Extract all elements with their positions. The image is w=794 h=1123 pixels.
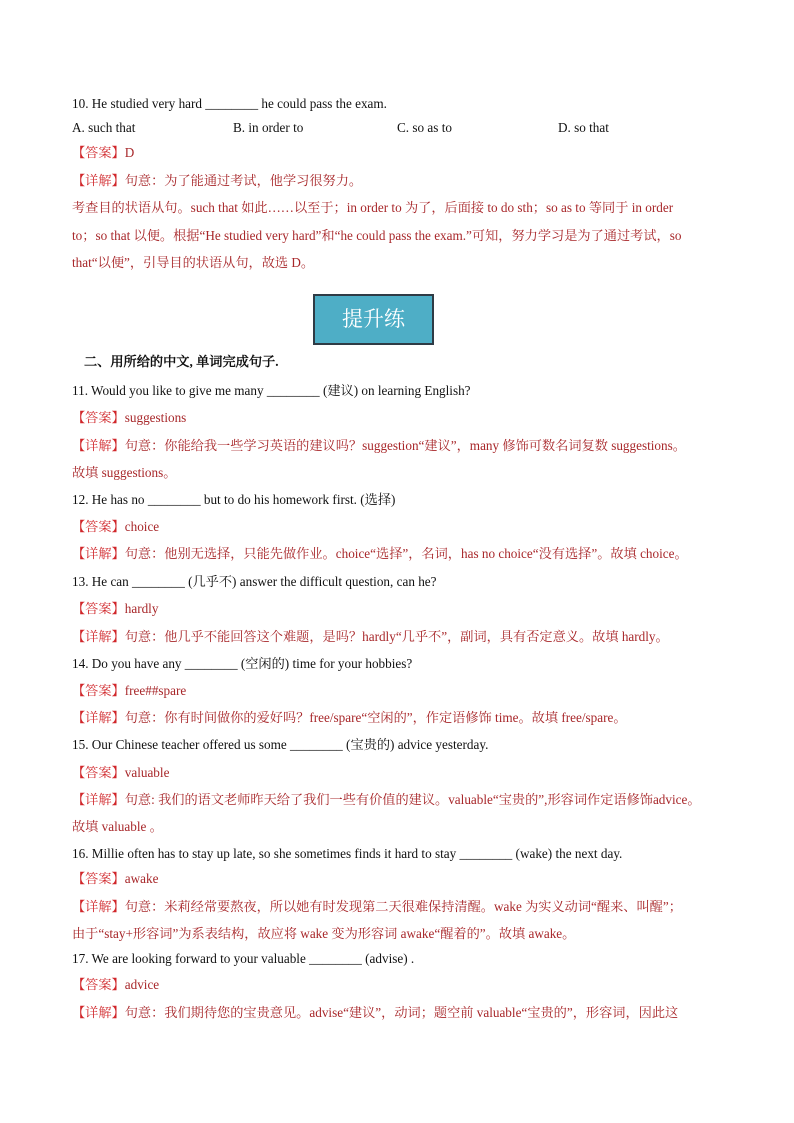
question-answer <box>72 408 732 427</box>
answer-label: 【答案】 <box>72 145 125 160</box>
answer-label: 【答案】 <box>72 871 125 886</box>
question-stem: 12. He has no ________ but to do his homework first. (选择) <box>72 492 396 507</box>
question-detail: 【详解】句意：他几乎不能回答这个难题，是吗？hardly“几乎不”，副词，具有否定意义。故填 hardly。 <box>72 629 669 644</box>
question-answer <box>72 975 732 994</box>
question-10-detail-line-3: to；so that 以便。根据“He studied very hard”和“he could pass the exam.”可知，努力学习是为了通过考试，so <box>72 228 682 243</box>
answer-value: advice <box>124 977 160 992</box>
detail-label: 【详解】 <box>72 438 125 453</box>
question-stem: 15. Our Chinese teacher offered us some ________ (宝贵的) advice yesterday. <box>72 737 489 752</box>
question-detail: 【详解】句意：你有时间做你的爱好吗？free/spare“空闲的”，作定语修饰 time。故填 free/spare。 <box>72 710 627 725</box>
detail-label: 【详解】 <box>72 1005 125 1020</box>
question-10-detail-line-2: 考查目的状语从句。such that 如此……以至于；in order to 为了，后面接 to do sth；so as to 等同于 in order <box>72 200 674 215</box>
question-answer <box>72 681 732 700</box>
answer-label: 【答案】 <box>72 601 125 616</box>
answer-label: 【答案】 <box>72 683 125 698</box>
option-c: C. so as to <box>397 120 452 135</box>
question-stem: 14. Do you have any ________ (空闲的) time for your hobbies? <box>72 656 413 671</box>
question-10-stem: 10. He studied very hard ________ he could pass the exam. <box>72 96 387 111</box>
question-10-detail: 【详解】句意：为了能通过考试，他学习很努力。 <box>72 173 363 188</box>
detail-label: 【详解】 <box>72 899 125 914</box>
question-detail-continued: 故填 valuable 。 <box>72 819 163 834</box>
answer-label: 【答案】 <box>72 410 125 425</box>
detail-label: 【详解】 <box>72 710 125 725</box>
detail-label: 【详解】 <box>72 173 125 188</box>
answer-label: 【答案】 <box>72 519 125 534</box>
answer-value: awake <box>124 871 159 886</box>
question-answer <box>72 517 732 536</box>
question-stem: 13. He can ________ (几乎不) answer the difficult question, can he? <box>72 574 437 589</box>
question-10-answer <box>72 143 732 162</box>
detail-label: 【详解】 <box>72 629 125 644</box>
question-answer <box>72 599 732 618</box>
answer-value: D <box>124 145 135 160</box>
answer-value: hardly <box>124 601 159 616</box>
question-detail: 【详解】句意: 我们的语文老师昨天给了我们一些有价值的建议。valuable“宝贵的”,形容词作定语修饰advice。 <box>72 792 701 807</box>
question-stem: 17. We are looking forward to your valuable ________ (advise) . <box>72 951 415 966</box>
question-detail: 【详解】句意：米莉经常要熬夜，所以她有时发现第二天很难保持清醒。wake 为实义动词“醒来、叫醒”； <box>72 899 682 914</box>
question-stem: 16. Millie often has to stay up late, so she sometimes finds it hard to stay ________ (wake) the next day. <box>72 846 623 861</box>
option-b: B. in order to <box>233 120 304 135</box>
detail-label: 【详解】 <box>72 792 125 807</box>
answer-label: 【答案】 <box>72 765 125 780</box>
question-detail-continued: 故填 suggestions。 <box>72 465 177 480</box>
question-answer <box>72 763 732 782</box>
question-detail: 【详解】句意：我们期待您的宝贵意见。advise“建议”，动词；题空前 valuable“宝贵的”，形容词，因此这 <box>72 1005 679 1020</box>
detail-label: 【详解】 <box>72 546 125 561</box>
answer-value: valuable <box>124 765 170 780</box>
question-stem: 11. Would you like to give me many ________ (建议) on learning English? <box>72 383 471 398</box>
question-detail: 【详解】句意：你能给我一些学习英语的建议吗？suggestion“建议”，many 修饰可数名词复数 suggestions。 <box>72 438 686 453</box>
option-d: D. so that <box>558 120 609 135</box>
answer-value: suggestions <box>124 410 187 425</box>
section-badge: 提升练 <box>313 294 434 345</box>
question-10-detail-line-4: that“以便”，引导目的状语从句，故选 D。 <box>72 255 315 270</box>
question-detail: 【详解】句意：他别无选择，只能先做作业。choice“选择”，名词，has no choice“没有选择”。故填 choice。 <box>72 546 688 561</box>
answer-value: choice <box>124 519 160 534</box>
question-answer <box>72 869 732 888</box>
option-a: A. such that <box>72 120 136 135</box>
question-10-options <box>72 118 732 137</box>
question-detail-continued: 由于“stay+形容词”为系表结构，故应将 wake 变为形容词 awake“醒着的”。故填 awake。 <box>72 926 576 941</box>
section-heading: 二、用所给的中文, 单词完成句子. <box>84 354 279 369</box>
answer-label: 【答案】 <box>72 977 125 992</box>
answer-value: free##spare <box>124 683 187 698</box>
